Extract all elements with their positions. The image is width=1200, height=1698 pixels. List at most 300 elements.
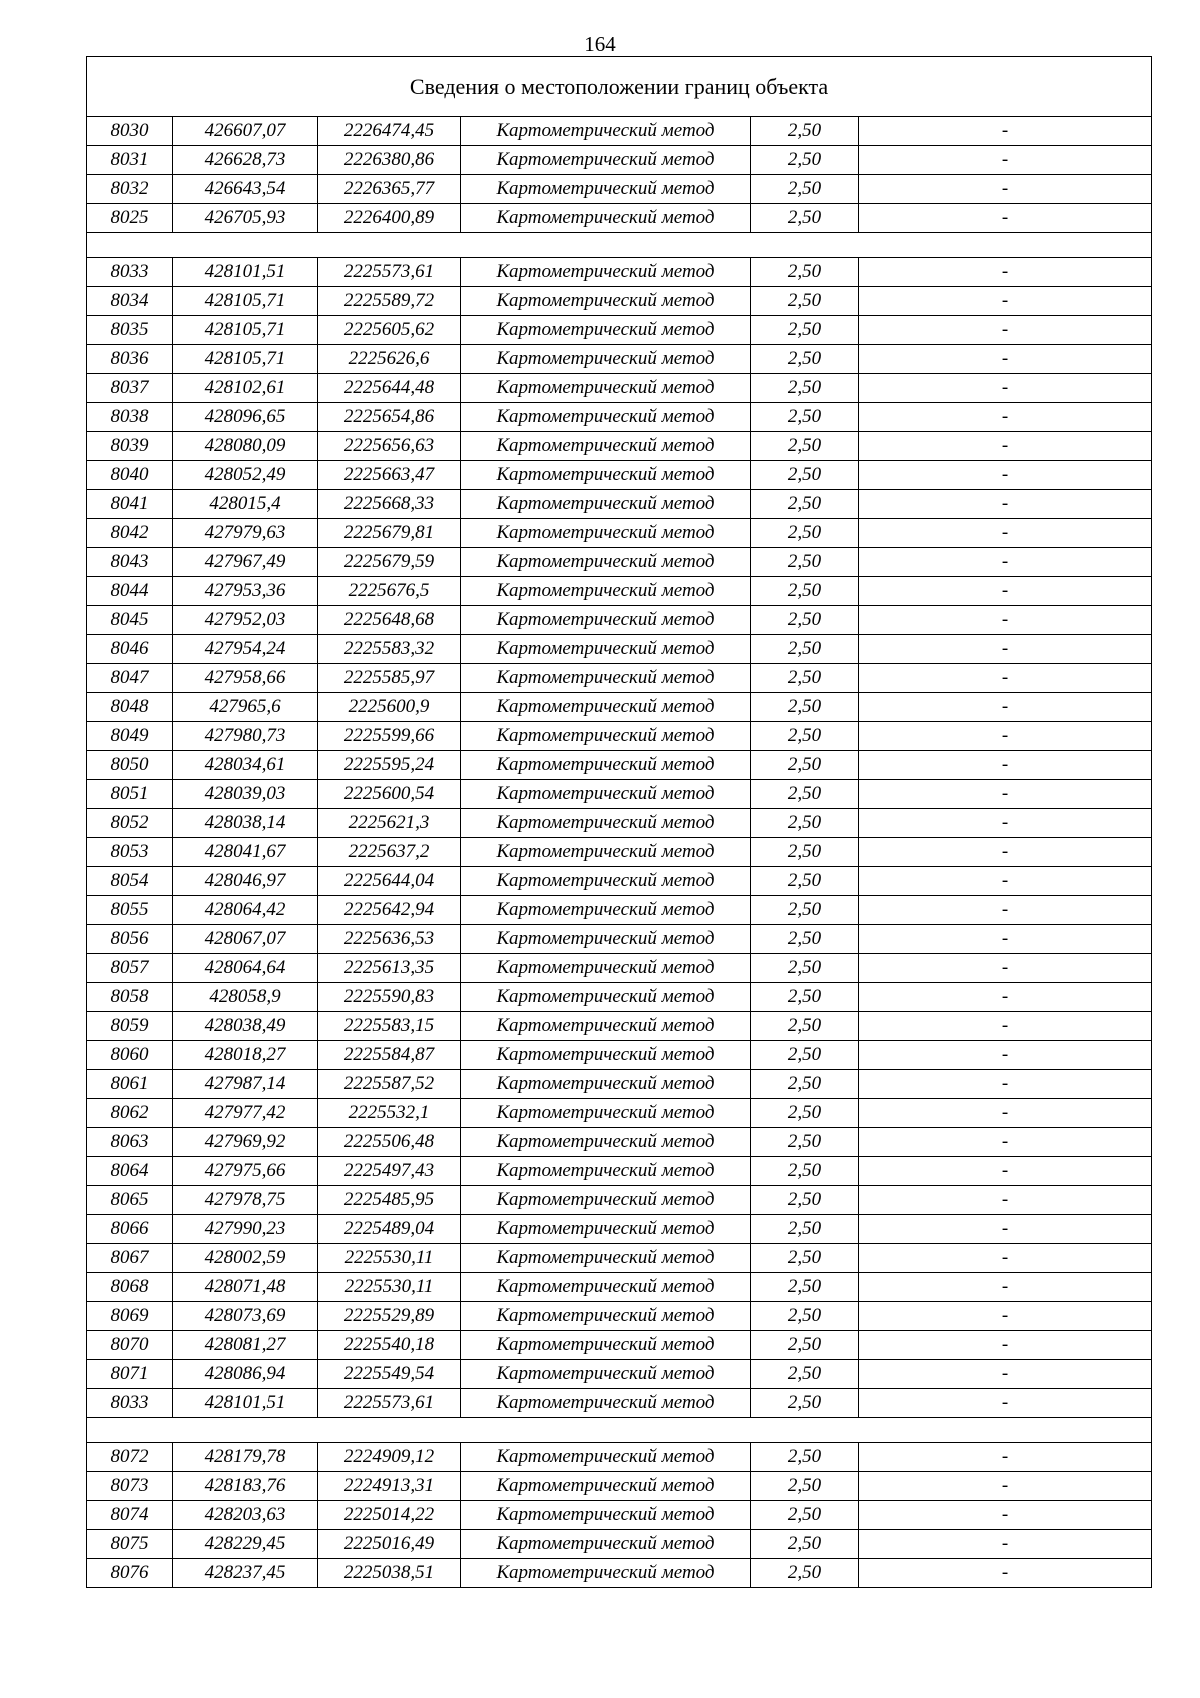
cell-description: - [859, 345, 1152, 374]
cell-coord-y: 2225530,11 [318, 1244, 461, 1273]
cell-coord-y: 2225497,43 [318, 1157, 461, 1186]
cell-coord-x: 428041,67 [173, 838, 318, 867]
table-row [87, 519, 1152, 548]
cell-method: Картометрический метод [461, 258, 751, 287]
cell-accuracy: 2,50 [751, 316, 859, 345]
cell-accuracy: 2,50 [751, 1186, 859, 1215]
cell-method: Картометрический метод [461, 954, 751, 983]
table-row [87, 490, 1152, 519]
cell-coord-y: 2225605,62 [318, 316, 461, 345]
cell-coord-x: 428052,49 [173, 461, 318, 490]
cell-coord-y: 2225679,59 [318, 548, 461, 577]
cell-coord-y: 2225532,1 [318, 1099, 461, 1128]
cell-coord-y: 2224909,12 [318, 1443, 461, 1472]
cell-coord-x: 428105,71 [173, 287, 318, 316]
cell-coord-y: 2225656,63 [318, 432, 461, 461]
cell-description: - [859, 1472, 1152, 1501]
cell-coord-x: 426643,54 [173, 175, 318, 204]
cell-point-number: 8068 [87, 1273, 173, 1302]
table-row [87, 664, 1152, 693]
cell-coord-x: 428096,65 [173, 403, 318, 432]
cell-accuracy: 2,50 [751, 1012, 859, 1041]
cell-description: - [859, 461, 1152, 490]
cell-accuracy: 2,50 [751, 838, 859, 867]
table-row [87, 1331, 1152, 1360]
table-row [87, 722, 1152, 751]
cell-accuracy: 2,50 [751, 896, 859, 925]
cell-coord-x: 428183,76 [173, 1472, 318, 1501]
cell-description: - [859, 1244, 1152, 1273]
cell-description: - [859, 146, 1152, 175]
table-row [87, 1157, 1152, 1186]
cell-method: Картометрический метод [461, 635, 751, 664]
cell-method: Картометрический метод [461, 490, 751, 519]
table-row [87, 1389, 1152, 1418]
cell-accuracy: 2,50 [751, 146, 859, 175]
cell-point-number: 8053 [87, 838, 173, 867]
cell-method: Картометрический метод [461, 1273, 751, 1302]
cell-coord-y: 2226365,77 [318, 175, 461, 204]
cell-accuracy: 2,50 [751, 1559, 859, 1588]
cell-method: Картометрический метод [461, 117, 751, 146]
table-row [87, 316, 1152, 345]
cell-method: Картометрический метод [461, 1128, 751, 1157]
cell-point-number: 8067 [87, 1244, 173, 1273]
cell-coord-y: 2225676,5 [318, 577, 461, 606]
cell-accuracy: 2,50 [751, 954, 859, 983]
cell-method: Картометрический метод [461, 606, 751, 635]
cell-method: Картометрический метод [461, 175, 751, 204]
cell-accuracy: 2,50 [751, 1472, 859, 1501]
cell-description: - [859, 896, 1152, 925]
cell-coord-x: 428073,69 [173, 1302, 318, 1331]
cell-description: - [859, 175, 1152, 204]
cell-point-number: 8031 [87, 146, 173, 175]
cell-point-number: 8040 [87, 461, 173, 490]
cell-accuracy: 2,50 [751, 461, 859, 490]
cell-coord-x: 427987,14 [173, 1070, 318, 1099]
cell-coord-x: 427952,03 [173, 606, 318, 635]
cell-coord-y: 2225595,24 [318, 751, 461, 780]
cell-coord-y: 2224913,31 [318, 1472, 461, 1501]
table-row [87, 751, 1152, 780]
cell-coord-y: 2225589,72 [318, 287, 461, 316]
cell-accuracy: 2,50 [751, 1215, 859, 1244]
cell-coord-x: 427977,42 [173, 1099, 318, 1128]
cell-method: Картометрический метод [461, 983, 751, 1012]
cell-coord-y: 2225679,81 [318, 519, 461, 548]
cell-method: Картометрический метод [461, 316, 751, 345]
table-row [87, 287, 1152, 316]
cell-description: - [859, 1128, 1152, 1157]
cell-coord-y: 2225038,51 [318, 1559, 461, 1588]
cell-description: - [859, 1360, 1152, 1389]
cell-point-number: 8042 [87, 519, 173, 548]
cell-description: - [859, 258, 1152, 287]
cell-coord-y: 2225587,52 [318, 1070, 461, 1099]
cell-method: Картометрический метод [461, 896, 751, 925]
cell-method: Картометрический метод [461, 925, 751, 954]
cell-accuracy: 2,50 [751, 204, 859, 233]
table-row [87, 606, 1152, 635]
cell-point-number: 8060 [87, 1041, 173, 1070]
cell-coord-x: 428034,61 [173, 751, 318, 780]
cell-method: Картометрический метод [461, 664, 751, 693]
cell-coord-y: 2225663,47 [318, 461, 461, 490]
cell-coord-y: 2225626,6 [318, 345, 461, 374]
cell-accuracy: 2,50 [751, 693, 859, 722]
cell-coord-x: 427965,6 [173, 693, 318, 722]
cell-accuracy: 2,50 [751, 345, 859, 374]
cell-coord-y: 2225599,66 [318, 722, 461, 751]
cell-point-number: 8036 [87, 345, 173, 374]
group-separator-row [87, 1418, 1152, 1443]
table-row [87, 983, 1152, 1012]
cell-description: - [859, 1012, 1152, 1041]
cell-accuracy: 2,50 [751, 403, 859, 432]
table-row [87, 461, 1152, 490]
cell-method: Картометрический метод [461, 1012, 751, 1041]
cell-description: - [859, 867, 1152, 896]
cell-method: Картометрический метод [461, 809, 751, 838]
cell-accuracy: 2,50 [751, 287, 859, 316]
table-title: Сведения о местоположении границ объекта [87, 57, 1152, 117]
cell-accuracy: 2,50 [751, 867, 859, 896]
cell-accuracy: 2,50 [751, 606, 859, 635]
table-row [87, 1012, 1152, 1041]
cell-coord-y: 2226380,86 [318, 146, 461, 175]
cell-coord-y: 2225600,9 [318, 693, 461, 722]
cell-accuracy: 2,50 [751, 925, 859, 954]
cell-method: Картометрический метод [461, 146, 751, 175]
table-row [87, 896, 1152, 925]
cell-method: Картометрический метод [461, 1443, 751, 1472]
table-row [87, 1530, 1152, 1559]
table-row [87, 432, 1152, 461]
cell-description: - [859, 635, 1152, 664]
cell-description: - [859, 1273, 1152, 1302]
group-separator [87, 233, 1152, 258]
cell-description: - [859, 316, 1152, 345]
table-row [87, 867, 1152, 896]
cell-accuracy: 2,50 [751, 548, 859, 577]
cell-description: - [859, 925, 1152, 954]
cell-description: - [859, 606, 1152, 635]
cell-accuracy: 2,50 [751, 374, 859, 403]
cell-point-number: 8047 [87, 664, 173, 693]
table-row [87, 925, 1152, 954]
cell-method: Картометрический метод [461, 751, 751, 780]
table-row [87, 1302, 1152, 1331]
cell-method: Картометрический метод [461, 432, 751, 461]
cell-point-number: 8062 [87, 1099, 173, 1128]
cell-method: Картометрический метод [461, 1157, 751, 1186]
cell-accuracy: 2,50 [751, 1443, 859, 1472]
cell-point-number: 8048 [87, 693, 173, 722]
table-row [87, 1244, 1152, 1273]
cell-description: - [859, 374, 1152, 403]
cell-coord-x: 428039,03 [173, 780, 318, 809]
cell-description: - [859, 1157, 1152, 1186]
cell-description: - [859, 577, 1152, 606]
cell-description: - [859, 664, 1152, 693]
table-row [87, 345, 1152, 374]
cell-coord-x: 428237,45 [173, 1559, 318, 1588]
cell-point-number: 8033 [87, 258, 173, 287]
cell-description: - [859, 1070, 1152, 1099]
cell-point-number: 8035 [87, 316, 173, 345]
table-row [87, 1443, 1152, 1472]
cell-description: - [859, 1331, 1152, 1360]
table-row [87, 1360, 1152, 1389]
cell-coord-y: 2225642,94 [318, 896, 461, 925]
cell-point-number: 8076 [87, 1559, 173, 1588]
cell-coord-y: 2225530,11 [318, 1273, 461, 1302]
cell-description: - [859, 1389, 1152, 1418]
cell-description: - [859, 954, 1152, 983]
cell-description: - [859, 1302, 1152, 1331]
cell-point-number: 8065 [87, 1186, 173, 1215]
cell-point-number: 8072 [87, 1443, 173, 1472]
cell-method: Картометрический метод [461, 1302, 751, 1331]
cell-coord-x: 427967,49 [173, 548, 318, 577]
cell-coord-x: 428018,27 [173, 1041, 318, 1070]
cell-point-number: 8061 [87, 1070, 173, 1099]
cell-method: Картометрический метод [461, 287, 751, 316]
table-row [87, 1273, 1152, 1302]
cell-coord-x: 428071,48 [173, 1273, 318, 1302]
cell-coord-x: 428058,9 [173, 983, 318, 1012]
cell-point-number: 8041 [87, 490, 173, 519]
cell-coord-y: 2225644,04 [318, 867, 461, 896]
table-row [87, 374, 1152, 403]
cell-method: Картометрический метод [461, 403, 751, 432]
cell-point-number: 8058 [87, 983, 173, 1012]
group-separator [87, 1418, 1152, 1443]
cell-point-number: 8054 [87, 867, 173, 896]
cell-coord-x: 428102,61 [173, 374, 318, 403]
cell-method: Картометрический метод [461, 1389, 751, 1418]
cell-coord-x: 427975,66 [173, 1157, 318, 1186]
cell-coord-y: 2225506,48 [318, 1128, 461, 1157]
cell-coord-x: 428067,07 [173, 925, 318, 954]
cell-method: Картометрический метод [461, 780, 751, 809]
cell-method: Картометрический метод [461, 1041, 751, 1070]
cell-accuracy: 2,50 [751, 258, 859, 287]
cell-coord-x: 428081,27 [173, 1331, 318, 1360]
cell-accuracy: 2,50 [751, 780, 859, 809]
cell-coord-y: 2225583,15 [318, 1012, 461, 1041]
cell-method: Картометрический метод [461, 1472, 751, 1501]
cell-point-number: 8051 [87, 780, 173, 809]
cell-description: - [859, 1215, 1152, 1244]
cell-point-number: 8064 [87, 1157, 173, 1186]
cell-accuracy: 2,50 [751, 577, 859, 606]
table-row [87, 175, 1152, 204]
cell-method: Картометрический метод [461, 693, 751, 722]
table-row [87, 954, 1152, 983]
cell-coord-y: 2225668,33 [318, 490, 461, 519]
cell-coord-x: 427958,66 [173, 664, 318, 693]
table-row [87, 1559, 1152, 1588]
cell-coord-x: 427954,24 [173, 635, 318, 664]
cell-description: - [859, 490, 1152, 519]
table-body [87, 57, 1152, 1588]
cell-coord-y: 2225573,61 [318, 1389, 461, 1418]
cell-point-number: 8055 [87, 896, 173, 925]
cell-method: Картометрический метод [461, 1559, 751, 1588]
cell-accuracy: 2,50 [751, 1041, 859, 1070]
cell-description: - [859, 1501, 1152, 1530]
cell-description: - [859, 751, 1152, 780]
cell-accuracy: 2,50 [751, 1360, 859, 1389]
cell-point-number: 8033 [87, 1389, 173, 1418]
cell-accuracy: 2,50 [751, 1070, 859, 1099]
cell-accuracy: 2,50 [751, 432, 859, 461]
cell-coord-x: 428064,42 [173, 896, 318, 925]
table-row [87, 1501, 1152, 1530]
cell-point-number: 8043 [87, 548, 173, 577]
table-row [87, 204, 1152, 233]
cell-description: - [859, 519, 1152, 548]
cell-method: Картометрический метод [461, 345, 751, 374]
cell-method: Картометрический метод [461, 1215, 751, 1244]
cell-method: Картометрический метод [461, 519, 751, 548]
cell-coord-x: 428101,51 [173, 258, 318, 287]
cell-accuracy: 2,50 [751, 809, 859, 838]
cell-coord-y: 2225573,61 [318, 258, 461, 287]
cell-description: - [859, 432, 1152, 461]
cell-point-number: 8056 [87, 925, 173, 954]
cell-description: - [859, 403, 1152, 432]
cell-description: - [859, 838, 1152, 867]
cell-coord-x: 428105,71 [173, 345, 318, 374]
table-row [87, 1128, 1152, 1157]
cell-coord-x: 427978,75 [173, 1186, 318, 1215]
cell-coord-x: 428038,49 [173, 1012, 318, 1041]
cell-point-number: 8045 [87, 606, 173, 635]
cell-accuracy: 2,50 [751, 1244, 859, 1273]
cell-accuracy: 2,50 [751, 722, 859, 751]
table-row [87, 1215, 1152, 1244]
cell-coord-y: 2225637,2 [318, 838, 461, 867]
cell-method: Картометрический метод [461, 1186, 751, 1215]
cell-coord-y: 2225621,3 [318, 809, 461, 838]
table-row [87, 117, 1152, 146]
cell-description: - [859, 1041, 1152, 1070]
cell-point-number: 8069 [87, 1302, 173, 1331]
cell-point-number: 8052 [87, 809, 173, 838]
cell-coord-y: 2225529,89 [318, 1302, 461, 1331]
cell-point-number: 8050 [87, 751, 173, 780]
cell-accuracy: 2,50 [751, 1157, 859, 1186]
table-row [87, 403, 1152, 432]
cell-coord-y: 2225644,48 [318, 374, 461, 403]
cell-description: - [859, 204, 1152, 233]
cell-coord-x: 428203,63 [173, 1501, 318, 1530]
cell-point-number: 8037 [87, 374, 173, 403]
cell-point-number: 8049 [87, 722, 173, 751]
cell-description: - [859, 780, 1152, 809]
cell-coord-x: 428179,78 [173, 1443, 318, 1472]
cell-method: Картометрический метод [461, 374, 751, 403]
cell-point-number: 8074 [87, 1501, 173, 1530]
cell-point-number: 8038 [87, 403, 173, 432]
cell-coord-y: 2225485,95 [318, 1186, 461, 1215]
cell-description: - [859, 809, 1152, 838]
cell-coord-x: 426628,73 [173, 146, 318, 175]
cell-coord-x: 427980,73 [173, 722, 318, 751]
cell-coord-y: 2225636,53 [318, 925, 461, 954]
cell-accuracy: 2,50 [751, 1302, 859, 1331]
cell-accuracy: 2,50 [751, 1389, 859, 1418]
cell-description: - [859, 1559, 1152, 1588]
cell-accuracy: 2,50 [751, 635, 859, 664]
cell-point-number: 8066 [87, 1215, 173, 1244]
cell-point-number: 8032 [87, 175, 173, 204]
cell-coord-y: 2225584,87 [318, 1041, 461, 1070]
cell-accuracy: 2,50 [751, 1099, 859, 1128]
cell-coord-y: 2226474,45 [318, 117, 461, 146]
cell-description: - [859, 117, 1152, 146]
cell-accuracy: 2,50 [751, 751, 859, 780]
cell-coord-y: 2226400,89 [318, 204, 461, 233]
table-row [87, 258, 1152, 287]
table-row [87, 548, 1152, 577]
cell-point-number: 8034 [87, 287, 173, 316]
cell-coord-x: 428038,14 [173, 809, 318, 838]
cell-method: Картометрический метод [461, 1501, 751, 1530]
page-number: 164 [584, 32, 616, 56]
cell-description: - [859, 1530, 1152, 1559]
cell-coord-y: 2225600,54 [318, 780, 461, 809]
cell-accuracy: 2,50 [751, 175, 859, 204]
table-row [87, 1099, 1152, 1128]
cell-description: - [859, 1443, 1152, 1472]
cell-point-number: 8059 [87, 1012, 173, 1041]
cell-method: Картометрический метод [461, 1530, 751, 1559]
cell-coord-y: 2225549,54 [318, 1360, 461, 1389]
cell-description: - [859, 722, 1152, 751]
cell-point-number: 8071 [87, 1360, 173, 1389]
table-row [87, 635, 1152, 664]
cell-description: - [859, 983, 1152, 1012]
cell-coord-x: 428086,94 [173, 1360, 318, 1389]
table-row [87, 577, 1152, 606]
cell-accuracy: 2,50 [751, 519, 859, 548]
cell-coord-x: 428101,51 [173, 1389, 318, 1418]
cell-coord-x: 427979,63 [173, 519, 318, 548]
cell-coord-y: 2225489,04 [318, 1215, 461, 1244]
table-row [87, 1472, 1152, 1501]
cell-point-number: 8075 [87, 1530, 173, 1559]
boundary-coordinates-table [86, 56, 1152, 1588]
cell-description: - [859, 693, 1152, 722]
cell-description: - [859, 548, 1152, 577]
cell-point-number: 8070 [87, 1331, 173, 1360]
cell-method: Картометрический метод [461, 1331, 751, 1360]
table-row [87, 809, 1152, 838]
cell-method: Картометрический метод [461, 838, 751, 867]
table-row [87, 838, 1152, 867]
cell-coord-y: 2225016,49 [318, 1530, 461, 1559]
cell-coord-x: 428080,09 [173, 432, 318, 461]
cell-method: Картометрический метод [461, 867, 751, 896]
table-row [87, 780, 1152, 809]
cell-description: - [859, 1186, 1152, 1215]
cell-method: Картометрический метод [461, 722, 751, 751]
cell-accuracy: 2,50 [751, 1530, 859, 1559]
